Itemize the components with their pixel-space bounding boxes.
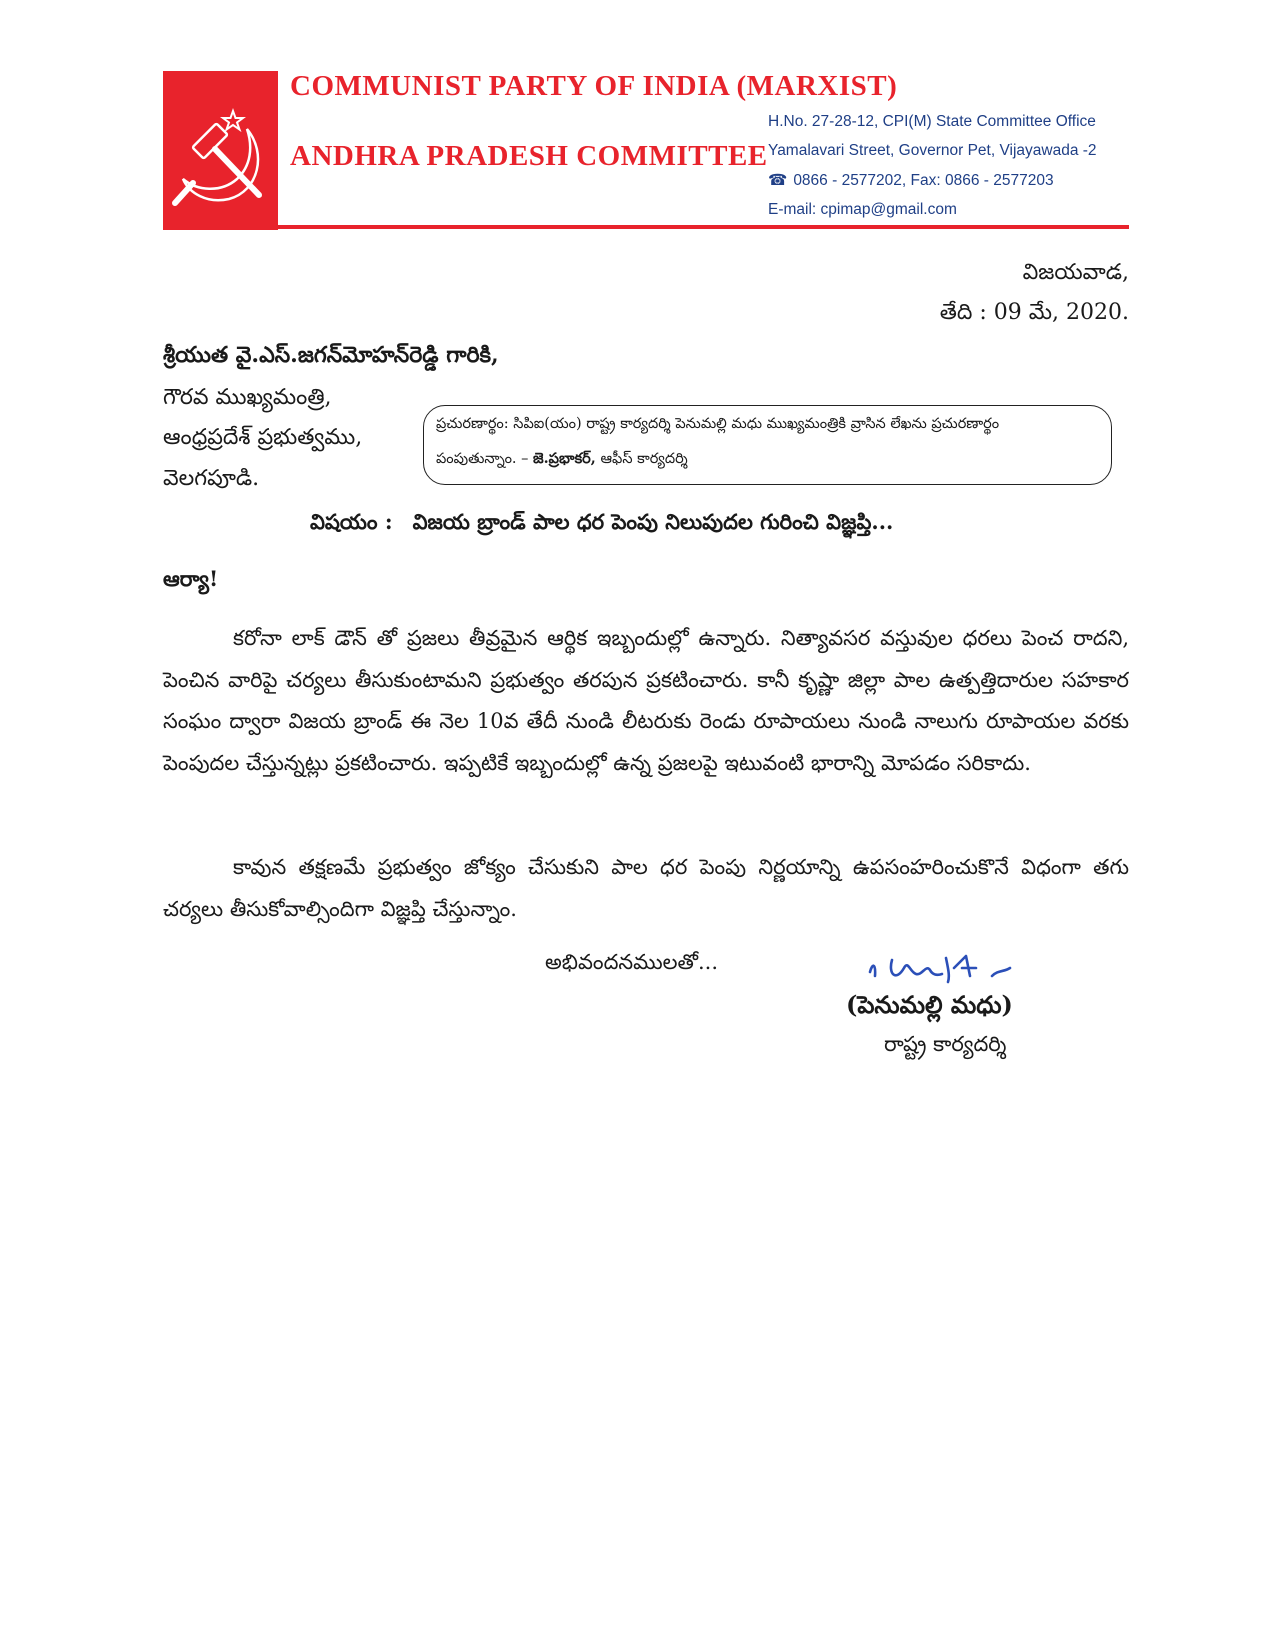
press-note-sender: జె.ప్రభాకర్, <box>533 450 596 467</box>
press-note-sender-role: ఆఫీస్ కార్యదర్శి <box>595 451 688 467</box>
org-name-line1: COMMUNIST PARTY OF INDIA (MARXIST) <box>290 70 898 102</box>
signatory-title: రాష్ట్ర కార్యదర్శి <box>884 1032 1007 1056</box>
phone-fax-line <box>768 171 1054 190</box>
press-note-line1: ప్రచురణార్థం: సిపిఐ(యం) రాష్ట్ర కార్యదర్శి పెనుమల్లి మధు ముఖ్యమంత్రికి వ్రాసిన లేఖను ప్రచురణార్థం <box>436 416 1000 432</box>
office-address-line2: Yamalavari Street, Governor Pet, Vijayawada -2 <box>768 142 1097 159</box>
addressee-line-3: వెలగపూడి. <box>163 466 260 491</box>
body-paragraph-2: కావున తక్షణమే ప్రభుత్వం జోక్యం చేసుకుని పాల ధర పెంపు నిర్ణయాన్ని ఉపసంహరించుకొనే విధంగా తగు చర్యలు తీసుకోవాల్సిందిగా విజ్ఞప్తి చేస్తున్నాం. <box>163 855 1129 921</box>
letter-place: విజయవాడ, <box>1022 260 1129 285</box>
hammer-sickle-star-icon <box>163 71 278 230</box>
addressee: శ్రీయుత వై.ఎస్.జగన్‌మోహన్‌రెడ్డి గారికి, <box>163 342 499 368</box>
addressee-line-2: ఆంధ్రప్రదేశ్ ప్రభుత్వము, <box>163 425 363 450</box>
salutation: ఆర్యా! <box>163 566 219 591</box>
closing-greeting: అభివందనములతో... <box>545 950 719 974</box>
subject-label: విషయం : <box>310 509 393 534</box>
org-name-line2: ANDHRA PRADESH COMMITTEE <box>290 140 768 172</box>
letter-date: తేది : 09 మే, 2020. <box>939 300 1129 325</box>
press-note-line2-text: పంపుతున్నాం. – <box>436 451 534 467</box>
phone-fax-text: 0866 - 2577202, Fax: 0866 - 2577203 <box>793 172 1054 189</box>
email-line: E-mail: cpimap@gmail.com <box>768 201 957 218</box>
subject-text: విజయ బ్రాండ్ పాల ధర పెంపు నిలుపుదల గురించి విజ్ఞప్తి... <box>412 509 894 534</box>
addressee-line-1: గౌరవ ముఖ్యమంత్రి, <box>163 385 332 410</box>
letterhead-rule <box>163 225 1129 229</box>
signatory-name: (పెనుమల్లి మధు) <box>846 990 1013 1019</box>
office-address-line1: H.No. 27-28-12, CPI(M) State Committee Office <box>768 113 1096 130</box>
subject-line <box>310 509 893 540</box>
phone-icon: ☎ <box>768 172 788 189</box>
press-note-line2 <box>436 450 688 471</box>
party-logo <box>163 71 278 230</box>
press-release-note <box>423 405 1112 485</box>
body-paragraph-1: కరోనా లాక్ డౌన్ తో ప్రజలు తీవ్రమైన ఆర్థిక ఇబ్బందుల్లో ఉన్నారు. నిత్యావసర వస్తువుల ధరలు పెంచ రాదని, పెంచిన వారిపై చర్యలు తీసుకుంటామని ప్రభుత్వం తరపున ప్రకటించారు. కానీ కృష్ణా జిల్లా పాల ఉత్పత్తిదారుల సహకార సంఘం ద్వారా విజయ బ్రాండ్ ఈ నెల 10వ తేదీ నుండి లీటరుకు రెండు రూపాయలు నుండి నాలుగు రూపాయల వరకు పెంపుదల చేస్తున్నట్లు ప్రకటించారు. ఇప్పటికే ఇబ్బందుల్లో ఉన్న ప్రజలపై ఇటువంటి భారాన్ని మోపడం సరికాదు. <box>163 626 1129 775</box>
